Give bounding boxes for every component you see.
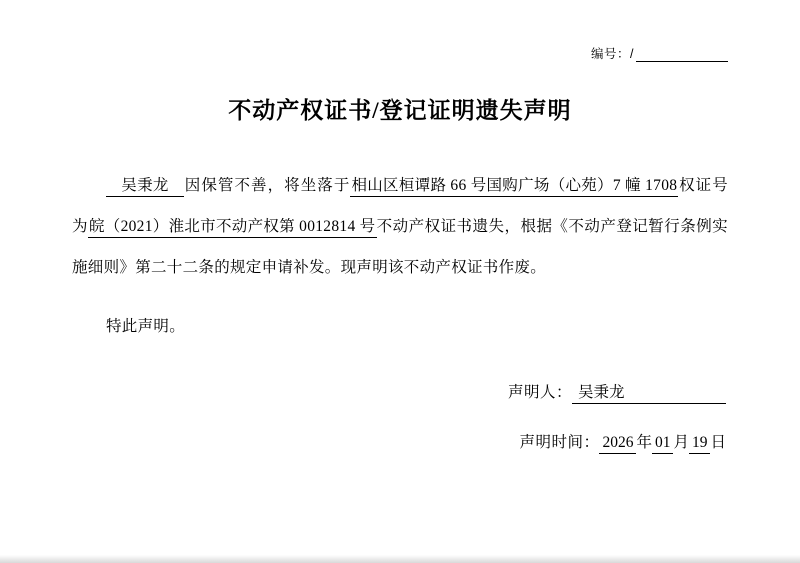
declarant-name-fill: 吴秉龙 — [106, 176, 184, 197]
closing-text: 特此声明。 — [106, 318, 186, 335]
date-year-unit: 年 — [636, 434, 652, 451]
declarant-label: 声明人： — [507, 384, 572, 401]
date-month-unit: 月 — [673, 434, 689, 451]
declaration-paragraph — [72, 165, 728, 288]
closing-paragraph — [72, 312, 728, 342]
paragraph-segment-3: 不动产权证书遗失，根据《不动产登记暂行条例实施细则》第二十二条的规定申请补发。现声明该不动产权证书作废。 — [72, 218, 728, 276]
certificate-number-fill: 皖（2021）淮北市不动产权第 0012814 号 — [88, 217, 377, 238]
declarant-row — [72, 376, 726, 410]
date-year-value: 2026 — [599, 433, 636, 454]
serial-number-row — [72, 0, 728, 62]
serial-number-value — [636, 46, 728, 62]
property-address-fill: 相山区桓谭路 66 号国购广场（心苑）7 幢 1708 — [350, 176, 678, 197]
paragraph-segment-2: 权证号为 — [72, 177, 728, 235]
date-day-unit: 日 — [710, 434, 726, 451]
paragraph-segment-1: 因保管不善，将坐落于 — [184, 177, 351, 194]
declaration-date-row — [72, 426, 726, 460]
declaration-date-label: 声明时间： — [519, 434, 600, 451]
page-bottom-edge — [0, 555, 800, 563]
signature-block — [72, 376, 728, 460]
date-day-value: 19 — [689, 433, 711, 454]
date-month-value: 01 — [652, 433, 674, 454]
page-title: 不动产权证书/登记证明遗失声明 — [228, 98, 572, 123]
declarant-signature-value: 吴秉龙 — [572, 383, 726, 404]
serial-number-label: 编号：/ — [591, 47, 634, 61]
